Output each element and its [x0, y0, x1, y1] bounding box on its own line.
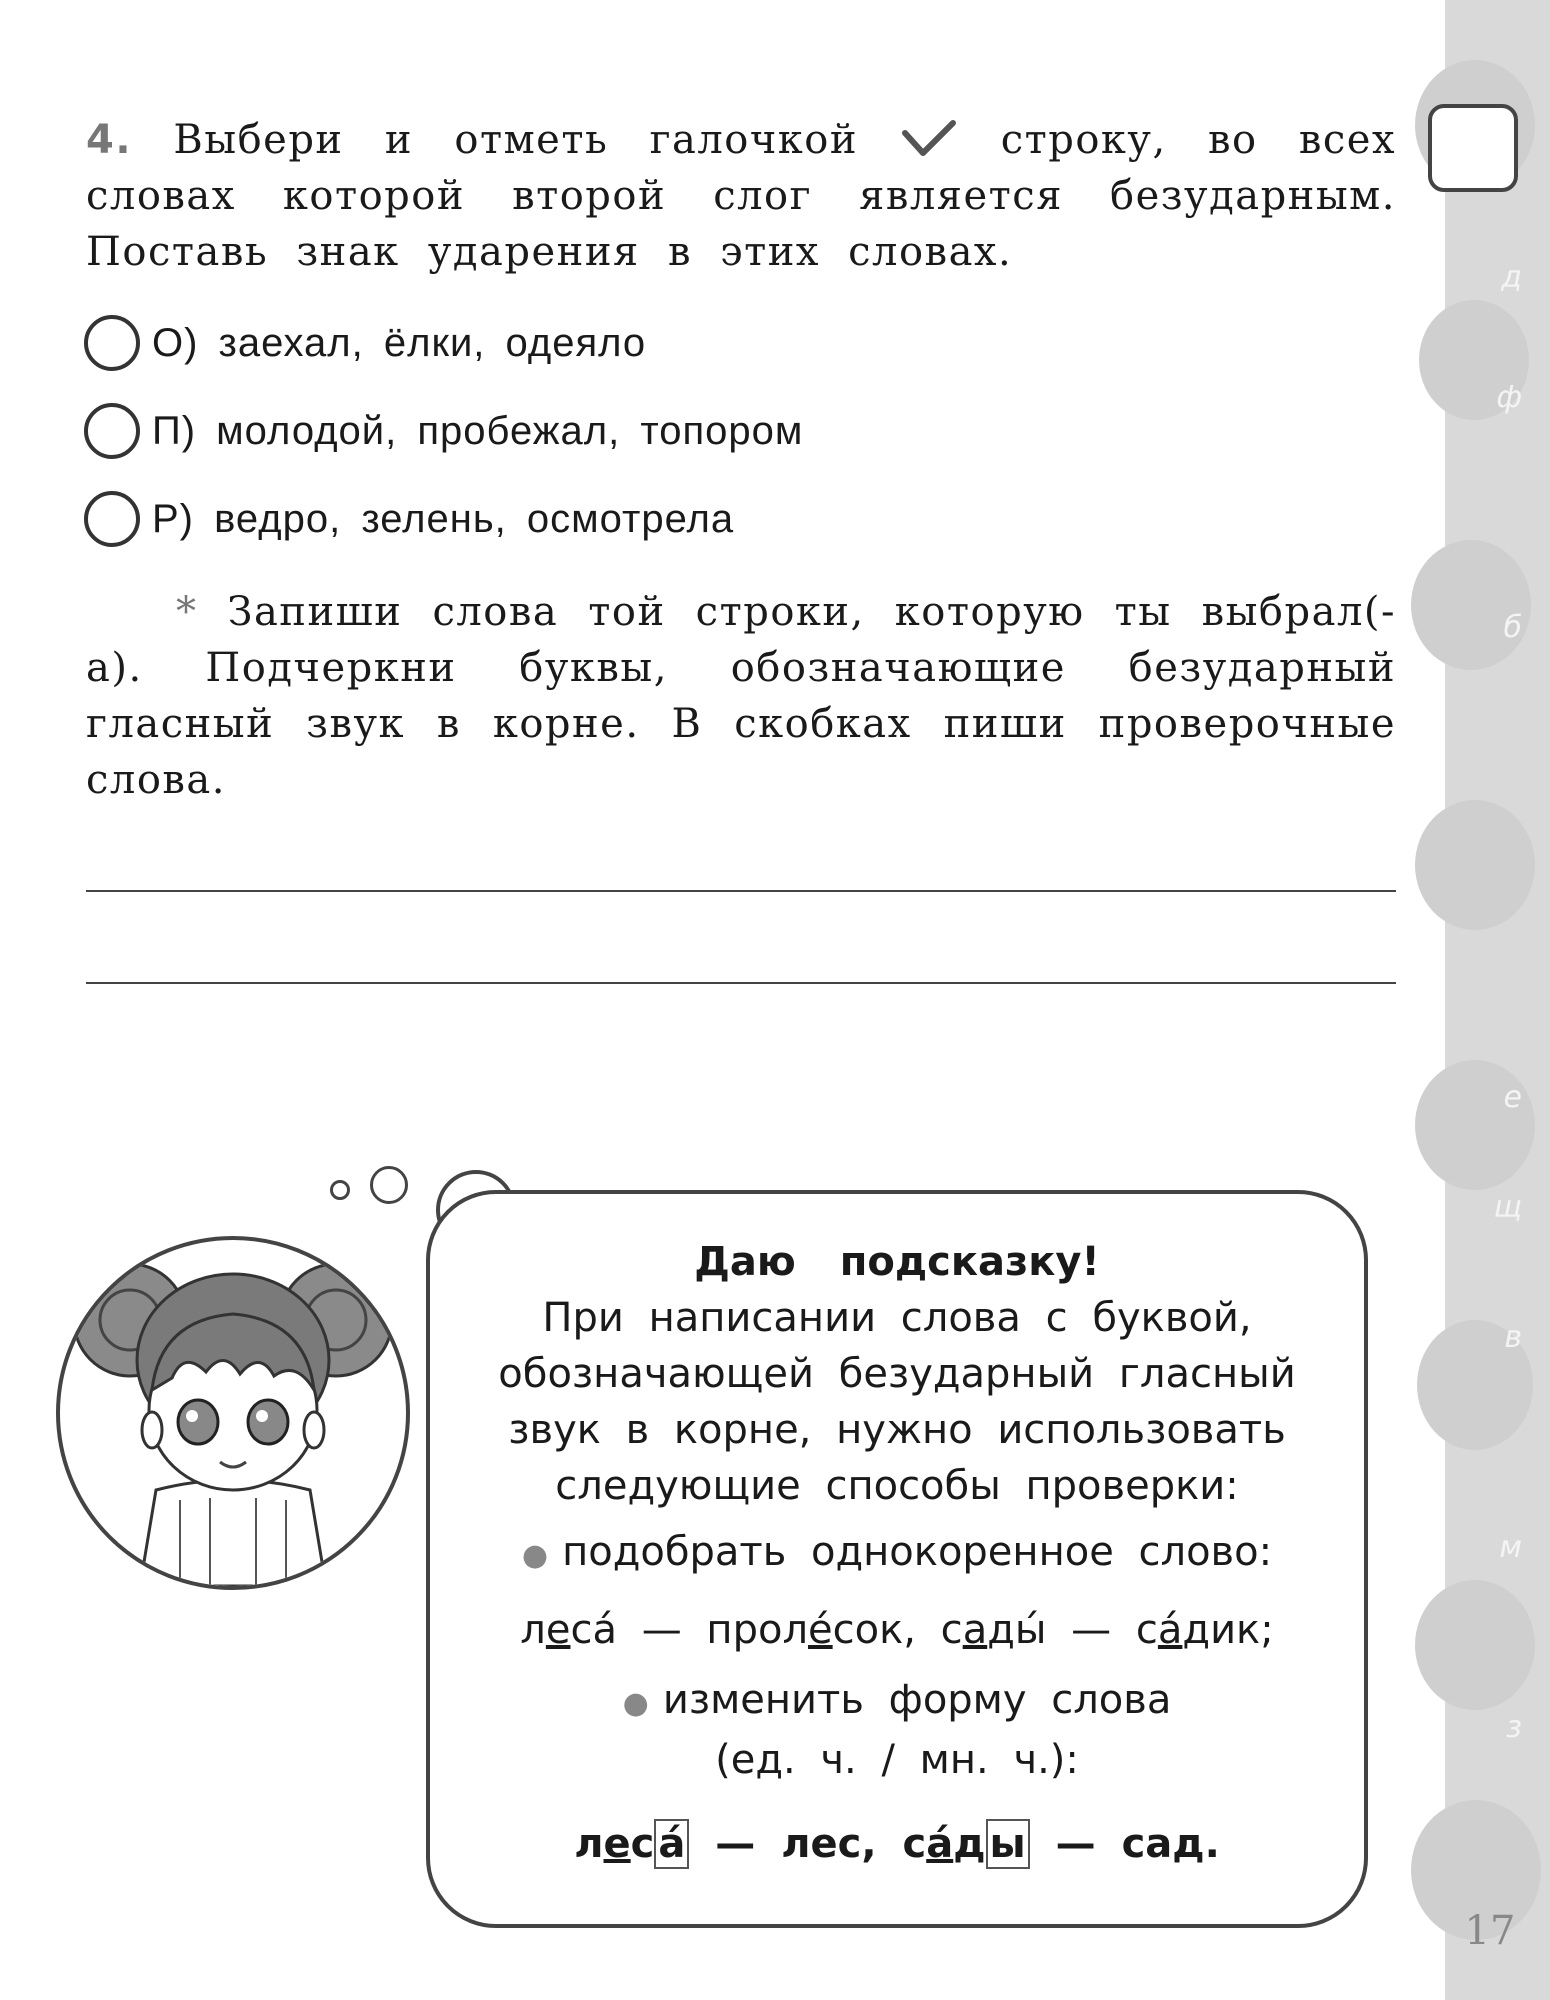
- ex2-word1-part: с: [630, 1821, 655, 1867]
- score-box[interactable]: [1428, 104, 1518, 192]
- ex1-word3-vowel: а: [962, 1607, 988, 1653]
- thought-bubble-medium: [370, 1166, 408, 1204]
- option-o-label: О) заехал, ёлки, одеяло: [152, 320, 647, 365]
- option-o: [84, 310, 803, 376]
- decorative-side-strip: [1445, 0, 1550, 2000]
- side-letter: б: [1503, 610, 1522, 645]
- hint-box: [426, 1190, 1368, 1928]
- ex2-word2: лес,: [781, 1821, 877, 1867]
- ex2-word3-part: д: [953, 1821, 986, 1867]
- thought-bubble-small: [330, 1180, 350, 1200]
- ex2-word4: сад.: [1121, 1821, 1220, 1867]
- answer-line-2[interactable]: [86, 982, 1396, 984]
- ex1-word2-vowel: е́: [808, 1607, 833, 1653]
- ex1-word4-part: с: [1135, 1607, 1158, 1653]
- method-1-text: подобрать однокоренное слово:: [562, 1529, 1273, 1575]
- ex2-word3-part: с: [876, 1821, 927, 1867]
- star-icon: *: [176, 589, 198, 635]
- star-task-text: Запиши слова той строки, которую ты выбрал(-а). Подчеркни буквы, обозначающие безударный гласный звук в корне. В скобках пиши проверочные слова.: [86, 589, 1396, 803]
- side-letter: з: [1506, 1710, 1522, 1745]
- dash: —: [1029, 1821, 1122, 1867]
- example-line-1: [430, 1602, 1364, 1658]
- option-r-label: Р) ведро, зелень, осмотрела: [152, 496, 735, 541]
- method-2: [430, 1672, 1364, 1732]
- dash: —: [689, 1821, 782, 1867]
- ex2-word1-ending: а́: [654, 1819, 689, 1869]
- ex1-word2-part: прол: [706, 1607, 809, 1653]
- ex1-word3-part: ды́: [987, 1607, 1047, 1653]
- method-2-note: (ед. ч. / мн. ч.):: [715, 1737, 1079, 1783]
- option-p-label: П) молодой, пробежал, топором: [152, 408, 804, 453]
- option-p-radio[interactable]: [84, 403, 140, 459]
- ex2-word1-vowel: е: [603, 1821, 631, 1867]
- girl-icon: [60, 1240, 406, 1586]
- ex2-word3-vowel: а́: [926, 1821, 954, 1867]
- ex2-word1-part: л: [574, 1821, 604, 1867]
- hint-intro: При написании слова с буквой, обозначающей безударный гласный звук в корне, нужно использовать следующие способы проверки:: [498, 1295, 1296, 1509]
- example-line-2: [430, 1816, 1364, 1872]
- hint-content: [430, 1234, 1364, 1886]
- task-number: 4.: [86, 117, 133, 163]
- ex1-word2-part: сок,: [832, 1607, 916, 1653]
- hint-title: Даю подсказку!: [694, 1239, 1100, 1285]
- ex1-word4-vowel: а́: [1157, 1607, 1183, 1653]
- method-2-text: изменить форму слова: [662, 1677, 1172, 1723]
- side-letter: ф: [1496, 380, 1522, 415]
- ex1-word4-part: дик;: [1182, 1607, 1274, 1653]
- task-4-instructions: [86, 112, 1396, 280]
- side-letter: щ: [1493, 1190, 1522, 1225]
- ex2-word3-ending: ы: [986, 1819, 1030, 1869]
- ex1-word3-part: с: [915, 1607, 963, 1653]
- bullet-icon: ●: [622, 1686, 649, 1721]
- page-number: 17: [1464, 1908, 1516, 1954]
- task-text-after-icon: строку, во всех словах которой второй слог является безударным. Поставь знак ударения в этих словах.: [86, 117, 1397, 275]
- side-letter: д: [1501, 260, 1522, 295]
- option-o-radio[interactable]: [84, 315, 140, 371]
- checkmark-icon: [899, 118, 959, 158]
- option-r-radio[interactable]: [84, 491, 140, 547]
- bullet-icon: ●: [521, 1538, 549, 1573]
- girl-illustration: [56, 1236, 410, 1590]
- ex1-word1-part: л: [520, 1607, 546, 1653]
- option-r: [84, 486, 803, 552]
- side-letter: в: [1504, 1320, 1522, 1355]
- answer-options: [84, 310, 803, 574]
- star-task-instructions: [86, 584, 1396, 808]
- method-1: [430, 1524, 1364, 1584]
- dash: —: [616, 1607, 707, 1653]
- answer-line-1[interactable]: [86, 890, 1396, 892]
- ex1-word1-vowel: е: [545, 1607, 571, 1653]
- side-letter: е: [1503, 1080, 1522, 1115]
- task-text-before-icon: Выбери и отметь галочкой: [173, 117, 859, 163]
- option-p: [84, 398, 803, 464]
- dash: —: [1046, 1607, 1136, 1653]
- side-letter: м: [1499, 1530, 1522, 1565]
- ex1-word1-part: са́: [570, 1607, 617, 1653]
